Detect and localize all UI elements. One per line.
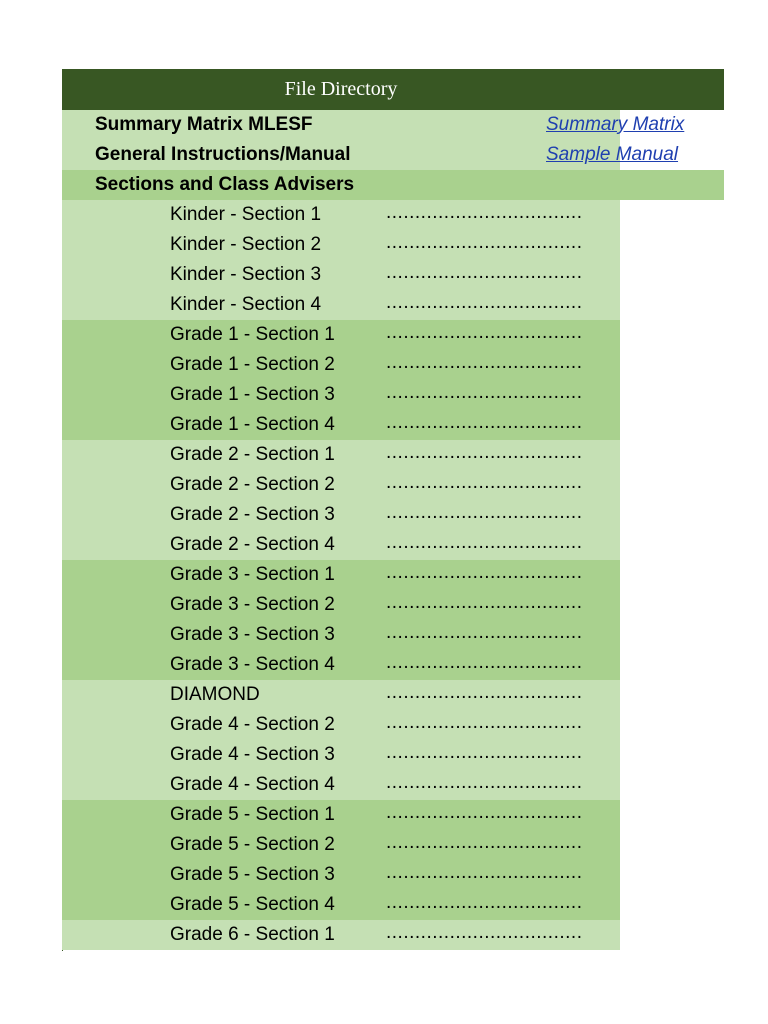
section-dot-leader: .................................. <box>386 592 583 613</box>
section-label: Grade 3 - Section 4 <box>170 654 335 675</box>
section-row[interactable] <box>62 260 620 290</box>
section-row[interactable] <box>62 620 620 650</box>
section-row[interactable] <box>62 440 620 470</box>
section-row[interactable] <box>62 530 620 560</box>
section-dot-leader: .................................. <box>386 352 583 373</box>
section-dot-leader: .................................. <box>386 712 583 733</box>
section-dot-leader: .................................. <box>386 412 583 433</box>
summary-matrix-link[interactable]: Summary Matrix <box>546 114 685 135</box>
section-label: Kinder - Section 3 <box>170 264 322 285</box>
section-label: Grade 6 - Section 1 <box>170 924 335 945</box>
section-row[interactable] <box>62 920 620 950</box>
directory-title: File Directory <box>284 78 398 100</box>
section-row[interactable] <box>62 380 620 410</box>
section-dot-leader: .................................. <box>386 262 583 283</box>
section-row[interactable] <box>62 470 620 500</box>
section-row[interactable] <box>62 800 620 830</box>
section-label: Grade 1 - Section 2 <box>170 354 335 375</box>
section-row[interactable] <box>62 740 620 770</box>
section-label: Kinder - Section 1 <box>170 204 322 225</box>
section-dot-leader: .................................. <box>386 892 583 913</box>
section-dot-leader: .................................. <box>386 292 583 313</box>
section-dot-leader: .................................. <box>386 772 583 793</box>
section-label: Grade 3 - Section 2 <box>170 594 335 615</box>
section-label: Grade 3 - Section 3 <box>170 624 335 645</box>
section-row[interactable] <box>62 350 620 380</box>
section-row[interactable] <box>62 290 620 320</box>
section-row[interactable] <box>62 860 620 890</box>
section-dot-leader: .................................. <box>386 742 583 763</box>
section-row[interactable] <box>62 560 620 590</box>
directory-header <box>62 69 724 110</box>
section-label: Grade 4 - Section 4 <box>170 774 335 795</box>
section-dot-leader: .................................. <box>386 532 583 553</box>
section-dot-leader: .................................. <box>386 832 583 853</box>
section-label: Grade 5 - Section 1 <box>170 804 335 825</box>
section-dot-leader: .................................. <box>386 442 583 463</box>
section-dot-leader: .................................. <box>386 232 583 253</box>
section-row[interactable] <box>62 830 620 860</box>
section-row[interactable] <box>62 230 620 260</box>
section-dot-leader: .................................. <box>386 322 583 343</box>
section-dot-leader: .................................. <box>386 502 583 523</box>
section-row[interactable] <box>62 770 620 800</box>
section-label: Grade 2 - Section 2 <box>170 474 335 495</box>
section-row[interactable] <box>62 410 620 440</box>
general-instructions-label: General Instructions/Manual <box>95 144 351 165</box>
section-row[interactable] <box>62 680 620 710</box>
section-label: Grade 4 - Section 3 <box>170 744 335 765</box>
section-label: Grade 1 - Section 1 <box>170 324 335 345</box>
section-row[interactable] <box>62 890 620 920</box>
section-label: Kinder - Section 4 <box>170 294 322 315</box>
section-dot-leader: .................................. <box>386 202 583 223</box>
section-row[interactable] <box>62 500 620 530</box>
section-row[interactable] <box>62 650 620 680</box>
section-label: Kinder - Section 2 <box>170 234 322 255</box>
general-instructions-row <box>62 140 679 170</box>
section-label: Grade 1 - Section 4 <box>170 414 335 435</box>
section-row[interactable] <box>62 200 620 230</box>
summary-matrix-row <box>62 110 685 140</box>
section-label: Grade 4 - Section 2 <box>170 714 335 735</box>
summary-matrix-label: Summary Matrix MLESF <box>95 114 313 135</box>
section-dot-leader: .................................. <box>386 472 583 493</box>
section-dot-leader: .................................. <box>386 652 583 673</box>
section-dot-leader: .................................. <box>386 382 583 403</box>
section-row[interactable] <box>62 590 620 620</box>
section-row[interactable] <box>62 710 620 740</box>
section-label: Grade 3 - Section 1 <box>170 564 335 585</box>
sections-header-label: Sections and Class Advisers <box>95 174 355 195</box>
section-dot-leader: .................................. <box>386 802 583 823</box>
section-label: Grade 2 - Section 4 <box>170 534 335 555</box>
section-dot-leader: .................................. <box>386 682 583 703</box>
sections-header-row <box>62 170 724 200</box>
section-dot-leader: .................................. <box>386 922 583 943</box>
sections-list <box>62 200 724 950</box>
section-label: Grade 5 - Section 2 <box>170 834 335 855</box>
section-label: Grade 5 - Section 3 <box>170 864 335 885</box>
section-dot-leader: .................................. <box>386 622 583 643</box>
section-label: Grade 2 - Section 3 <box>170 504 335 525</box>
sample-manual-link[interactable]: Sample Manual <box>546 144 679 165</box>
section-label: Grade 1 - Section 3 <box>170 384 335 405</box>
section-label: DIAMOND <box>170 684 260 705</box>
section-label: Grade 5 - Section 4 <box>170 894 335 915</box>
section-dot-leader: .................................. <box>386 562 583 583</box>
file-directory-sheet <box>62 69 724 950</box>
section-row[interactable] <box>62 320 620 350</box>
section-label: Grade 2 - Section 1 <box>170 444 335 465</box>
section-dot-leader: .................................. <box>386 862 583 883</box>
